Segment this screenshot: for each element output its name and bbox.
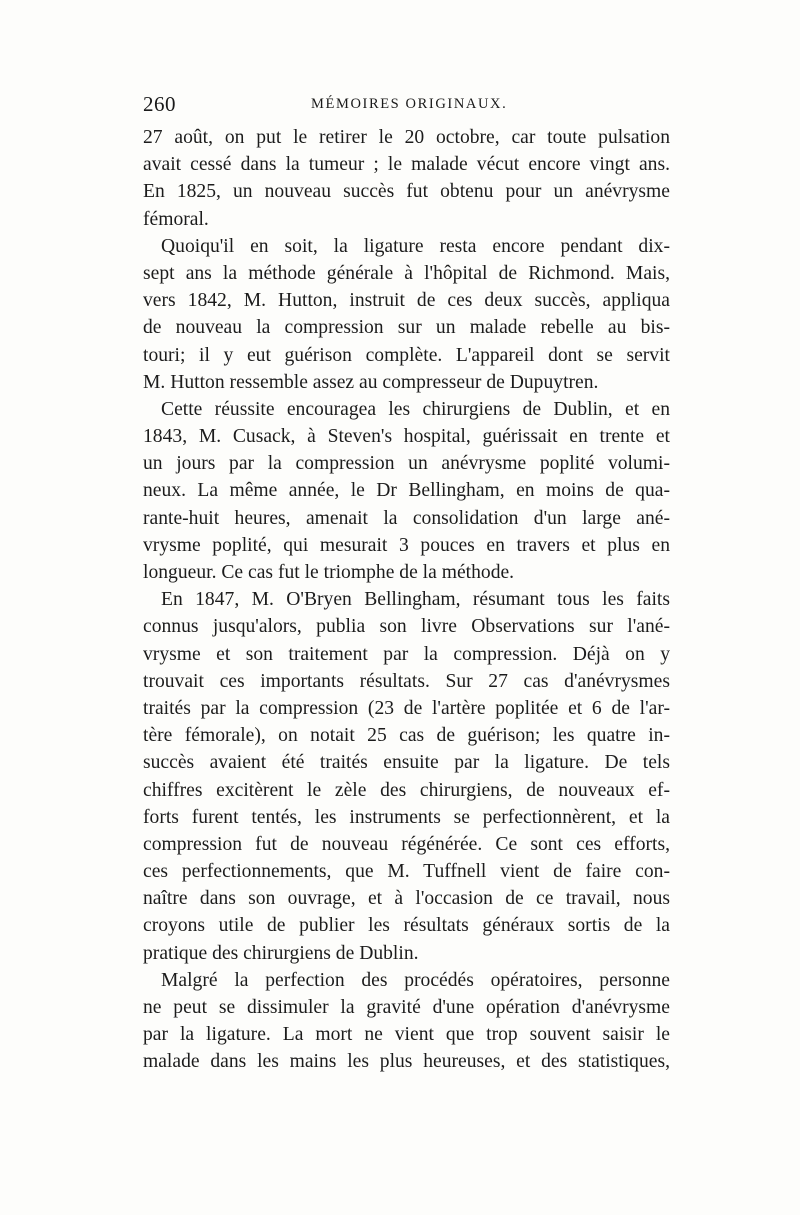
text-line: avait cessé dans la tumeur ; le malade vécut encore vingt ans. — [143, 154, 670, 176]
text-line: Cette réussite encouragea les chirurgiens de Dublin, et en — [161, 398, 670, 420]
text-line: vers 1842, M. Hutton, instruit de ces deux succès, appliqua — [143, 290, 670, 312]
text-line: chiffres excitèrent le zèle des chirurgiens, de nouveaux ef- — [143, 779, 670, 801]
paragraph-1 — [143, 124, 670, 233]
text-line: touri; il y eut guérison complète. L'appareil dont se servit — [143, 344, 670, 366]
text-line: ces perfectionnements, que M. Tuffnell vient de faire con- — [143, 861, 670, 883]
text-line: trouvait ces importants résultats. Sur 27 cas d'anévrysmes — [143, 670, 670, 692]
text-line: traités par la compression (23 de l'artère poplitée et 6 de l'ar- — [143, 697, 670, 719]
text-line: succès avaient été traités ensuite par la ligature. De tels — [143, 752, 670, 774]
text-line: longueur. Ce cas fut le triomphe de la méthode. — [143, 562, 515, 583]
paragraph-5 — [143, 967, 670, 1076]
text-line: En 1825, un nouveau succès fut obtenu pour un anévrysme — [143, 181, 670, 203]
text-line: un jours par la compression un anévrysme poplité volumi- — [143, 453, 670, 475]
text-line: Quoiqu'il en soit, la ligature resta encore pendant dix- — [161, 235, 670, 257]
text-line: tère fémorale), on notait 25 cas de guérison; les quatre in- — [143, 725, 670, 747]
text-line: compression fut de nouveau régénérée. Ce sont ces efforts, — [143, 833, 670, 855]
text-line: vrysme et son traitement par la compression. Déjà on y — [143, 643, 670, 665]
text-line: de nouveau la compression sur un malade rebelle au bis- — [143, 317, 670, 339]
text-line: Malgré la perfection des procédés opératoires, personne — [161, 969, 670, 991]
text-line: 1843, M. Cusack, à Steven's hospital, guérissait en trente et — [143, 426, 670, 448]
text-line: ne peut se dissimuler la gravité d'une opération d'anévrysme — [143, 997, 670, 1018]
text-line: pratique des chirurgiens de Dublin. — [143, 942, 419, 964]
running-head — [143, 92, 671, 118]
text-line: M. Hutton ressemble assez au compresseur de Dupuytren. — [143, 371, 599, 393]
text-line: forts furent tentés, les instruments se perfectionnèrent, et la — [143, 806, 670, 828]
text-line: 27 août, on put le retirer le 20 octobre, car toute pulsation — [143, 127, 670, 148]
paragraph-3 — [143, 396, 670, 586]
paragraph-2 — [143, 233, 670, 396]
paragraph-4 — [143, 586, 670, 967]
text-line: En 1847, M. O'Bryen Bellingham, résumant tous les faits — [161, 589, 670, 611]
text-line: naître dans son ouvrage, et à l'occasion de ce travail, nous — [143, 888, 670, 910]
text-line: connus jusqu'alors, publia son livre Observations sur l'ané- — [143, 616, 670, 638]
text-line: croyons utile de publier les résultats généraux sortis de la — [143, 915, 670, 937]
text-line: sept ans la méthode générale à l'hôpital de Richmond. Mais, — [143, 262, 670, 284]
text-line: neux. La même année, le Dr Bellingham, en moins de qua- — [143, 480, 670, 502]
body-text — [143, 124, 670, 1076]
text-line: rante-huit heures, amenait la consolidation d'un large ané- — [143, 507, 670, 529]
text-line: vrysme poplité, qui mesurait 3 pouces en travers et plus en — [143, 534, 670, 556]
text-line: fémoral. — [143, 208, 209, 230]
text-line: par la ligature. La mort ne vient que trop souvent saisir le — [143, 1024, 670, 1046]
page-number: 260 — [143, 92, 176, 116]
running-title: MÉMOIRES ORIGINAUX. — [311, 96, 508, 112]
text-line: malade dans les mains les plus heureuses, et des statistiques, — [143, 1051, 670, 1073]
